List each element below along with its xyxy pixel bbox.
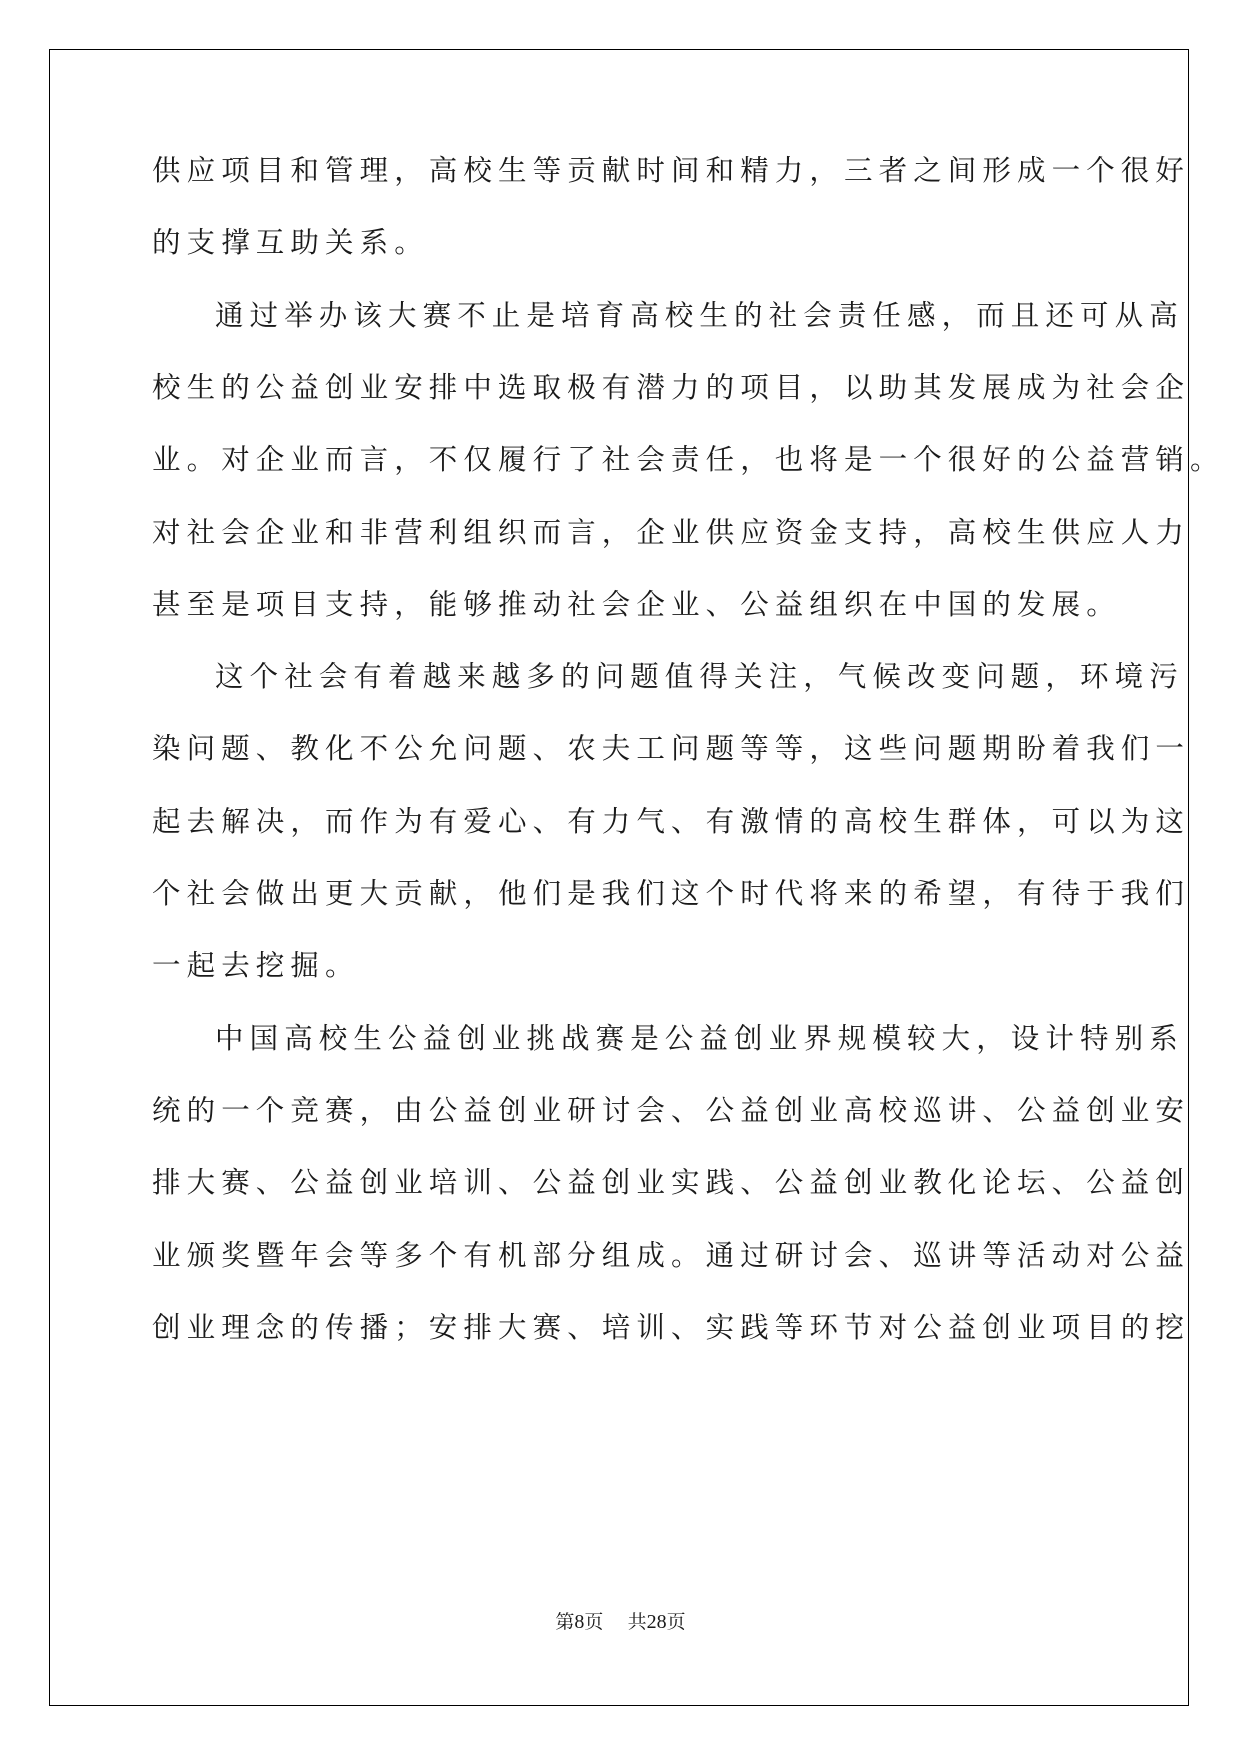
text-line: 统的一个竞赛，由公益创业研讨会、公益创业高校巡讲、公益创业安 (152, 1093, 1191, 1127)
text-line: 业颁奖暨年会等多个有机部分组成。通过研讨会、巡讲等活动对公益 (152, 1238, 1191, 1272)
total-pages: 28 (646, 1611, 667, 1633)
text-line: 供应项目和管理，高校生等贡献时间和精力，三者之间形成一个很好 (152, 154, 1191, 187)
text-line: 通过举办该大赛不止是培育高校生的社会责任感，而且还可从高 (215, 298, 1184, 332)
page-prefix: 第 (555, 1611, 575, 1633)
text-line: 排大赛、公益创业培训、公益创业实践、公益创业教化论坛、公益创 (152, 1166, 1191, 1200)
text-line: 一起去挖掘。 (152, 949, 360, 983)
text-line: 个社会做出更大贡献，他们是我们这个时代将来的希望，有待于我们 (152, 877, 1191, 910)
text-line: 这个社会有着越来越多的问题值得关注，气候改变问题，环境污 (215, 660, 1184, 694)
page-number: 8 (574, 1611, 585, 1633)
text-line: 的支撑互助关系。 (152, 226, 429, 260)
total-suffix: 页 (666, 1611, 686, 1633)
page-suffix: 页 (584, 1611, 604, 1633)
text-line: 业。对企业而言，不仅履行了社会责任，也将是一个很好的公益营销。 (152, 443, 1225, 477)
text-line: 对社会企业和非营利组织而言，企业供应资金支持，高校生供应人力 (152, 515, 1191, 549)
text-line: 起去解决，而作为有爱心、有力气、有激情的高校生群体，可以为这 (152, 804, 1191, 838)
text-line: 创业理念的传播；安排大赛、培训、实践等环节对公益创业项目的挖 (152, 1310, 1191, 1344)
page-footer (0, 1612, 1241, 1632)
text-line: 染问题、教化不公允问题、农夫工问题等等，这些问题期盼着我们一 (152, 732, 1191, 766)
text-line: 中国高校生公益创业挑战赛是公益创业界规模较大，设计特别系 (215, 1021, 1184, 1055)
total-prefix: 共 (627, 1611, 647, 1633)
text-line: 校生的公益创业安排中选取极有潜力的项目，以助其发展成为社会企 (152, 370, 1191, 404)
text-line: 甚至是项目支持，能够推动社会企业、公益组织在中国的发展。 (152, 587, 1121, 621)
